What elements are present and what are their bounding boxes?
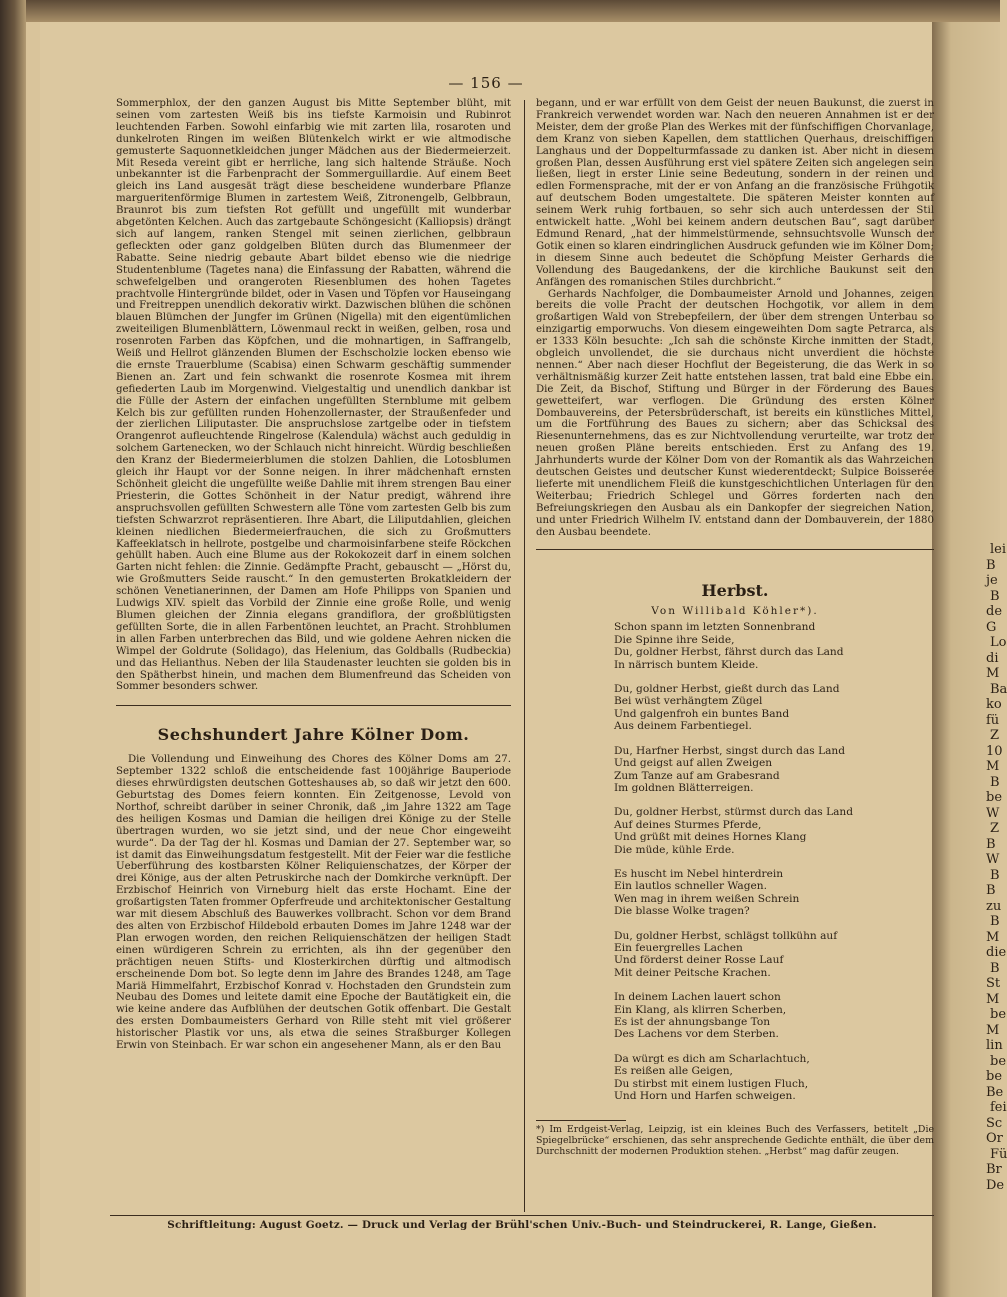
footnote: *) Im Erdgeist-Verlag, Leipzig, ist ein kleines Buch des Verfassers, betitelt „Die Spiegelbrücke“ erschienen, das sehr ansprechende Gedichte enthält, die über dem Durchschnitt der modernen Produktion stehen. „Herbst“ mag dafür zeugen.: [536, 1124, 934, 1158]
page-top-edge: [26, 0, 1000, 22]
adjacent-page-fragment: zu: [986, 898, 1002, 914]
adjacent-page-fragment: B: [986, 836, 996, 852]
poem-line: Du stirbst mit einem lustigen Fluch,: [614, 1077, 809, 1090]
poem-line: In deinem Lachen lauert schon: [614, 991, 781, 1004]
poem-stanza: [614, 930, 934, 980]
poem-line: Und geigst auf allen Zweigen: [614, 757, 773, 770]
poem-line: Ein feuergrelles Lachen: [614, 941, 743, 954]
right-column: [536, 98, 934, 1216]
adjacent-page-fragment: be: [990, 1053, 1007, 1069]
adjacent-page-fragment: Z: [990, 728, 1000, 743]
adjacent-page-fragment: 10: [986, 743, 1003, 759]
poem-line: Des Lachens vor dem Sterben.: [614, 1028, 779, 1041]
adjacent-page-fragment: M: [986, 666, 1000, 681]
poem-stanza: [614, 991, 934, 1041]
poem-line: Die Spinne ihre Seide,: [614, 633, 735, 646]
poem-stanza: [614, 621, 934, 671]
adjacent-page-fragment: B: [986, 557, 996, 573]
adjacent-page-fragment: je: [986, 573, 998, 588]
adjacent-page-fragment: B: [990, 960, 1000, 976]
adjacent-page-fragment: G: [986, 619, 997, 635]
adjacent-page-fragment: Lo: [990, 635, 1007, 650]
adjacent-page-fragment: M: [986, 991, 1000, 1007]
poem-stanza: [614, 1053, 934, 1103]
adjacent-page-fragment: be: [986, 1069, 1003, 1084]
poem-line: Es huscht im Nebel hinterdrein: [614, 867, 784, 880]
poem-line: Mit deiner Peitsche Krachen.: [614, 966, 771, 979]
poem-body: [536, 621, 934, 1102]
adjacent-page-fragment: Fü: [990, 1146, 1007, 1162]
poem-stanza: [614, 745, 934, 795]
adjacent-page-fragment: ko: [986, 697, 1002, 712]
poem-stanza: [614, 868, 934, 918]
adjacent-page-fragment: M: [986, 759, 1000, 774]
adjacent-page-fragment: M: [986, 1022, 1000, 1038]
garden-article-text: Sommerphlox, der den ganzen August bis Mitte September blüht, mit seinen vom zartesten Weiß bis ins tiefste Karmoisin und Rubinrot leuchtenden Farben. Sowohl einfarbig wie mit zarten lila, rosaroten und dunkelroten Ringen im weißen Blütenkelch wirkt er wie altmodische gemusterte Saquonnetkleidchen junger Mädchen aus der Biedermeierzeit. Mit Reseda vereint gibt er herrliche, lang sich haltende Sträuße. Noch unbekannter ist die Farbenpracht der Sommerguillardie. Auf einem Beet gleich ins Land ausgesät trägt diese bescheidene wunderbare Pflanze margueritenförmige Blumen in zartestem Weiß, Zitronengelb, Gelbbraun, Braunrot bis zum tiefsten Rot gefüllt und ungefüllt mit wunderbar abgetönten Kelchen. Auch das zartgebaute Schöngesicht (Kalliopsis) drängt sich auf langem, ranken Stengel mit seinen zierlichen, gelbbraun gefleckten oder ganz goldgelben Blüten durch das Blumenmeer der Rabatte. Seine niedrig gebaute Abart bildet ebenso wie die niedrige Studentenblume (Tagetes nana) die Einfassung der Rabatten, während die schwefelgelben und orangeroten Riesenblumen des hohen Tagetes prachtvolle Hintergründe bildet, oder in Vasen und Töpfen vor Hauseingang und Freitreppen unendlich dekorativ wirkt. Dazwischen blühen die schönen blauen Blümchen der Jungfer im Grünen (Nigella) mit den eigentümlichen zweiteiligen Blumenblättern, Löwenmaul reckt in weißen, gelben, rosa und rosenroten Farben das Köpfchen, und die mohnartigen, in Saffrangelb, Weiß und Hellrot glänzenden Blumen der Eschscholzie locken ebenso wie die ernste Trauerblume (Scabisa) einen Schwarm geschäftig summender Bienen an. Zart und fein schwankt die rosenrote Kosmea mit ihrem gefiederten Laub im Morgenwind. Vielgestaltig und unendlich dankbar ist die Fülle der Astern der einfachen ungefüllten Sternblume mit gelbem Kelch bis zur gefüllten runden Hohenzollernaster, der Straußenfeder und der zierlichen Liliputaster. Die anspruchslose zartgelbe oder in tiefstem Orangenrot aufleuchtende Ringelrose (Kalendula) wächst auch geduldig in solchem Gartenecken, wo der Schlauch nicht hinreicht. Würdig beschließen den Kranz der Biedermeierblumen die stolzen Dahlien, die Lotosblumen gleich ihr Haupt vor der Sonne neigen. In ihrer mädchenhaft ernsten Schönheit gleicht die ungefüllte weiße Dahlie mit ihrem strengen Bau einer Priesterin, die Gottes Schönheit in der Natur predigt, während ihre anspruchsvollen gefüllten Schwestern alle Töne vom zartesten Gelb bis zum tiefsten Schwarzrot repräsentieren. Ihre Abart, die Liliputdahlien, gleichen kleinen niedlichen Biedermeierfrauchen, die sich zu Großmutters Kaffeeklatsch in hellrote, postgelbe und charmoisinfarbene steife Röckchen gehüllt haben. Auch eine Blume aus der Rokokozeit darf in einem solchen Garten nicht fehlen: die Zinnie. Gedämpfte Pracht, gebauscht — „Hörst du, wie Großmutters Seide rauscht.“ In den gemusterten Brokatkleidern der schönen Venetianerinnen, der Damen am Hofe Philipps von Spanien und Ludwigs XIV. spielt das Vorbild der Zinnie eine große Rolle, und wenig Blumen gleichen der Zinnia elegans grandiflora, der großblütigsten gefüllten Sorte, die in allen Farbentönen leuchtet, an Pracht. Strohblumen in allen Farben unterbrechen das Bild, und wie goldene Aehren nicken die Wimpel der Goldrute (Solidago), das Helenium, das Goldballs (Rudbeckia) und das Helianthus. Neben der lila Staudenaster leuchten sie golden bis in den Spätherbst hinein, und machen dem Blumenfreund das Scheiden von Sommer besonders schwer.: [116, 98, 511, 693]
poem-line: Ein Klang, als klirren Scherben,: [614, 1003, 787, 1016]
adjacent-page-fragment: W: [986, 805, 1000, 821]
adjacent-page-fragment: De: [986, 1177, 1005, 1193]
poem-line: Es ist der ahnungsbange Ton: [614, 1016, 771, 1028]
poem-line: Die müde, kühle Erde.: [614, 843, 735, 856]
adjacent-page-fragment: fei: [990, 1100, 1007, 1115]
adjacent-page-edge: [930, 22, 1007, 1297]
adjacent-page-fragment: B: [990, 867, 1000, 883]
poem-line: Zum Tanze auf am Grabesrand: [614, 769, 780, 782]
article-paragraph: Gerhards Nachfolger, die Dombaumeister Arnold und Johannes, zeigen bereits die volle Pracht der deutschen Hochgotik, vor allem in dem großartigen Wald von Strebepfeilern, der über dem strengen Unterbau so einzigartig emporwuchs. Von diesem eingeweihten Dom sagte Petrarca, als er 1333 Köln besuchte: „Ich sah die schönste Kirche inmitten der Stadt, obgleich unvollendet, die sie durchaus nicht unverdient die höchste nennen.“ Aber nach dieser Hochflut der Begeisterung, die das Werk in so verhältnismäßig kurzer Zeit hatte entstehen lassen, trat bald eine Ebbe ein. Die Zeit, da Bischof, Stiftung und Bürger in der Förderung des Baues gewetteifert, war verflogen. Die Gründung des ersten Kölner Dombauvereins, der Petersbrüderschaft, ist bereits ein künstliches Mittel, um die Fortführung des Baues zu sichern; aber das Schicksal des Riesenunternehmens, das es zur Nichtvollendung verurteilte, war trotz der neuen großen Pläne bereits entschieden. Erst zu Anfang des 19. Jahrhunderts wurde der Kölner Dom von der Romantik als das Wahrzeichen deutschen Geistes und deutscher Kunst wiederentdeckt; Sulpice Boisserée lieferte mit unendlichem Fleiß die kunstgeschichtlichen Unterlagen für den Weiterbau; Friedrich Schlegel und Görres forderten nach den Befreiungskriegen den Ausbau als ein Dankopfer der siegreichen Nation, und unter Friedrich Wilhelm IV. entstand dann der Dombauverein, der 1880 den Ausbau beendete.: [536, 288, 934, 538]
adjacent-page-fragment: lei: [990, 542, 1007, 557]
poem-title: Herbst.: [701, 580, 769, 600]
poem-line: Du, goldner Herbst, schlägst tollkühn auf: [614, 929, 838, 942]
article-separator: [116, 705, 511, 706]
poem-byline: Von Willibald Köhler*).: [651, 604, 819, 617]
book-binding-shadow: [0, 0, 26, 1297]
adjacent-page-fragment: B: [986, 883, 996, 898]
adjacent-page-fragment: W: [986, 852, 1000, 867]
adjacent-page-fragment: B: [990, 774, 1000, 790]
adjacent-page-fragment: B: [990, 914, 1000, 929]
adjacent-page-fragment: B: [990, 588, 1000, 604]
poem-line: Du, goldner Herbst, fährst durch das Land: [614, 646, 844, 659]
poem-line: Es reißen alle Geigen,: [614, 1065, 733, 1078]
poem-stanza: [614, 806, 934, 856]
imprint-line: Schriftleitung: August Goetz. — Druck und Verlag der Brühl'schen Univ.-Buch- und Steindruckerei, R. Lange, Gießen.: [167, 1219, 877, 1231]
poem-line: Da würgt es dich am Scharlachtuch,: [614, 1052, 810, 1065]
poem-separator: [536, 549, 934, 550]
poem-line: Im goldnen Blätterreigen.: [614, 781, 754, 794]
adjacent-page-fragment: St: [986, 976, 1001, 991]
newspaper-page: [40, 22, 932, 1297]
poem-line: Und förderst deiner Rosse Lauf: [614, 954, 784, 967]
adjacent-page-fragment: Be: [986, 1084, 1004, 1100]
poem-line: Bei wüst verhängtem Zügel: [614, 695, 763, 708]
article-title: Sechshundert Jahre Kölner Dom.: [157, 725, 470, 745]
article-paragraph: Die Vollendung und Einweihung des Chores des Kölner Doms am 27. September 1322 schloß die entscheidende fast 100jährige Bauperiode dieses ehrwürdigsten deutschen Gotteshauses ab, so daß wir jetzt den 600. Geburtstag des Domes feiern konnten. Ein Zeitgenosse, Levold von Northof, schreibt darüber in seiner Chronik, daß „im Jahre 1322 am Tage des heiligen Kosmas und Damian die heiligen drei Könige zu der Stelle übertragen wurden, wo sie jetzt sind, und der neue Chor eingeweiht wurde“. Da der Tag der hl. Kosmas und Damian der 27. September war, so ist damit das Einweihungsdatum festgestellt. Mit der Feier war die festliche Ueberführung des kostbarsten Kölner Reliquienschatzes, der Körper der drei Könige, aus der alten Petruskirche nach der Domkirche verknüpft. Der Erzbischof Heinrich von Virneburg hielt das erste Hochamt. Eine der großartigsten Taten frommer Opferfreude und architektonischer Gestaltung war mit diesem Abschluß des Bauwerkes vollbracht. Schon vor dem Brand des alten von Erzbischof Hildebold erbauten Domes im Jahre 1248 war der Plan erwogen worden, den reichen Reliquienschätzen der heiligen Stadt einen würdigeren Schrein zu errichten, als ihn der gegenüber den prächtigen neuen Stifts- und Klosterkirchen dürftig und altmodisch erscheinende Dom bot. So legte denn im Jahre des Brandes 1248, am Tage Mariä Himmelfahrt, Erzbischof Konrad v. Hochstaden den Grundstein zum Neubau des Domes und leitete damit eine Epoche der Bautätigkeit ein, die wie keine andere das Aufblühen der deutschen Gotik offenbart. Die Gestalt des ersten Dombaumeisters Gerhard von Rille steht mit viel größerer historischer Plastik vor uns, als etwa die seines Straßburger Kollegen Erwin von Steinbach. Er war schon ein angesehener Mann, als er den Bau: [116, 754, 511, 1052]
poem-line: Du, Harfner Herbst, singst durch das Land: [614, 744, 846, 757]
adjacent-page-fragment: Ba: [990, 681, 1007, 697]
poem-line: Aus deinem Farbentiegel.: [614, 720, 752, 733]
footnote-rule: [536, 1120, 626, 1121]
adjacent-page-fragment: Sc: [986, 1115, 1003, 1131]
poem-line: Du, goldner Herbst, gießt durch das Land: [614, 683, 840, 696]
adjacent-page-fragment: be: [986, 790, 1003, 805]
adjacent-page-fragment: di: [986, 650, 999, 666]
adjacent-page-fragment: Or: [986, 1131, 1003, 1146]
left-column: [116, 98, 511, 1216]
adjacent-page-fragment: Z: [990, 821, 1000, 836]
adjacent-page-fragment: M: [986, 929, 1000, 945]
adjacent-page-fragment: die: [986, 945, 1007, 960]
adjacent-page-fragment: de: [986, 604, 1003, 619]
column-divider: [524, 100, 525, 1212]
poem-line: Und grüßt mit deines Hornes Klang: [614, 831, 807, 844]
poem-line: Die blasse Wolke tragen?: [614, 905, 750, 918]
poem-line: Und Horn und Harfen schweigen.: [614, 1090, 796, 1103]
poem-line: Auf deines Sturmes Pferde,: [614, 818, 762, 831]
adjacent-page-fragment: Br: [986, 1162, 1002, 1177]
adjacent-page-fragment: fü: [986, 712, 1000, 728]
poem-line: Schon spann im letzten Sonnenbrand: [614, 621, 816, 634]
imprint-rule: [110, 1215, 934, 1216]
adjacent-page-fragment: lin: [986, 1038, 1003, 1053]
poem-line: Wen mag in ihrem weißen Schrein: [614, 892, 800, 905]
page-number: — 156 —: [448, 74, 524, 92]
poem-line: Und galgenfroh ein buntes Band: [614, 707, 790, 720]
poem-line: Du, goldner Herbst, stürmst durch das Land: [614, 806, 854, 819]
article-continuation: begann, und er war erfüllt von dem Geist der neuen Baukunst, die zuerst in Frankreich verwendet worden war. Nach den neueren Annahmen ist er der Meister, dem der große Plan des Werkes mit der fünfschiffigen Chorvanlage, dem Kranz von sieben Kapellen, dem stattlichen Querhaus, dreischiffigen Langhaus und der Doppelturmfassade zu danken ist. Aber nicht in diesem großen Plan, dessen Ausführung erst viel spätere Zeiten sich angelegen sein ließen, liegt in erster Linie seine Bedeutung, sondern in der reinen und edlen Formensprache, mit der er von Anfang an die französische Frühgotik auf deutschem Boden umgestaltete. Die späteren Meister konnten auf seinem Werk ruhig fortbauen, so sehr sich auch unterdessen der Stil entwickelt hatte. „Wohl bei keinem andern deutschen Bau“, sagt darüber Edmund Renard, „hat der himmelstürmende, sehnsuchtsvolle Wunsch der Gotik einen so klaren eindringlichen Ausdruck gefunden wie im Kölner Dom; in diesem Sinne auch bedeutet die Schöpfung Meister Gerhards die Vollendung des Baugedankens, der die kirchliche Baukunst seit den Anfängen des romanischen Stiles durchbricht.“: [536, 98, 934, 288]
poem-line: Ein lautlos schneller Wagen.: [614, 880, 767, 893]
adjacent-page-fragment: be: [990, 1007, 1007, 1022]
poem-stanza: [614, 683, 934, 733]
poem-line: In närrisch buntem Kleide.: [614, 658, 759, 671]
